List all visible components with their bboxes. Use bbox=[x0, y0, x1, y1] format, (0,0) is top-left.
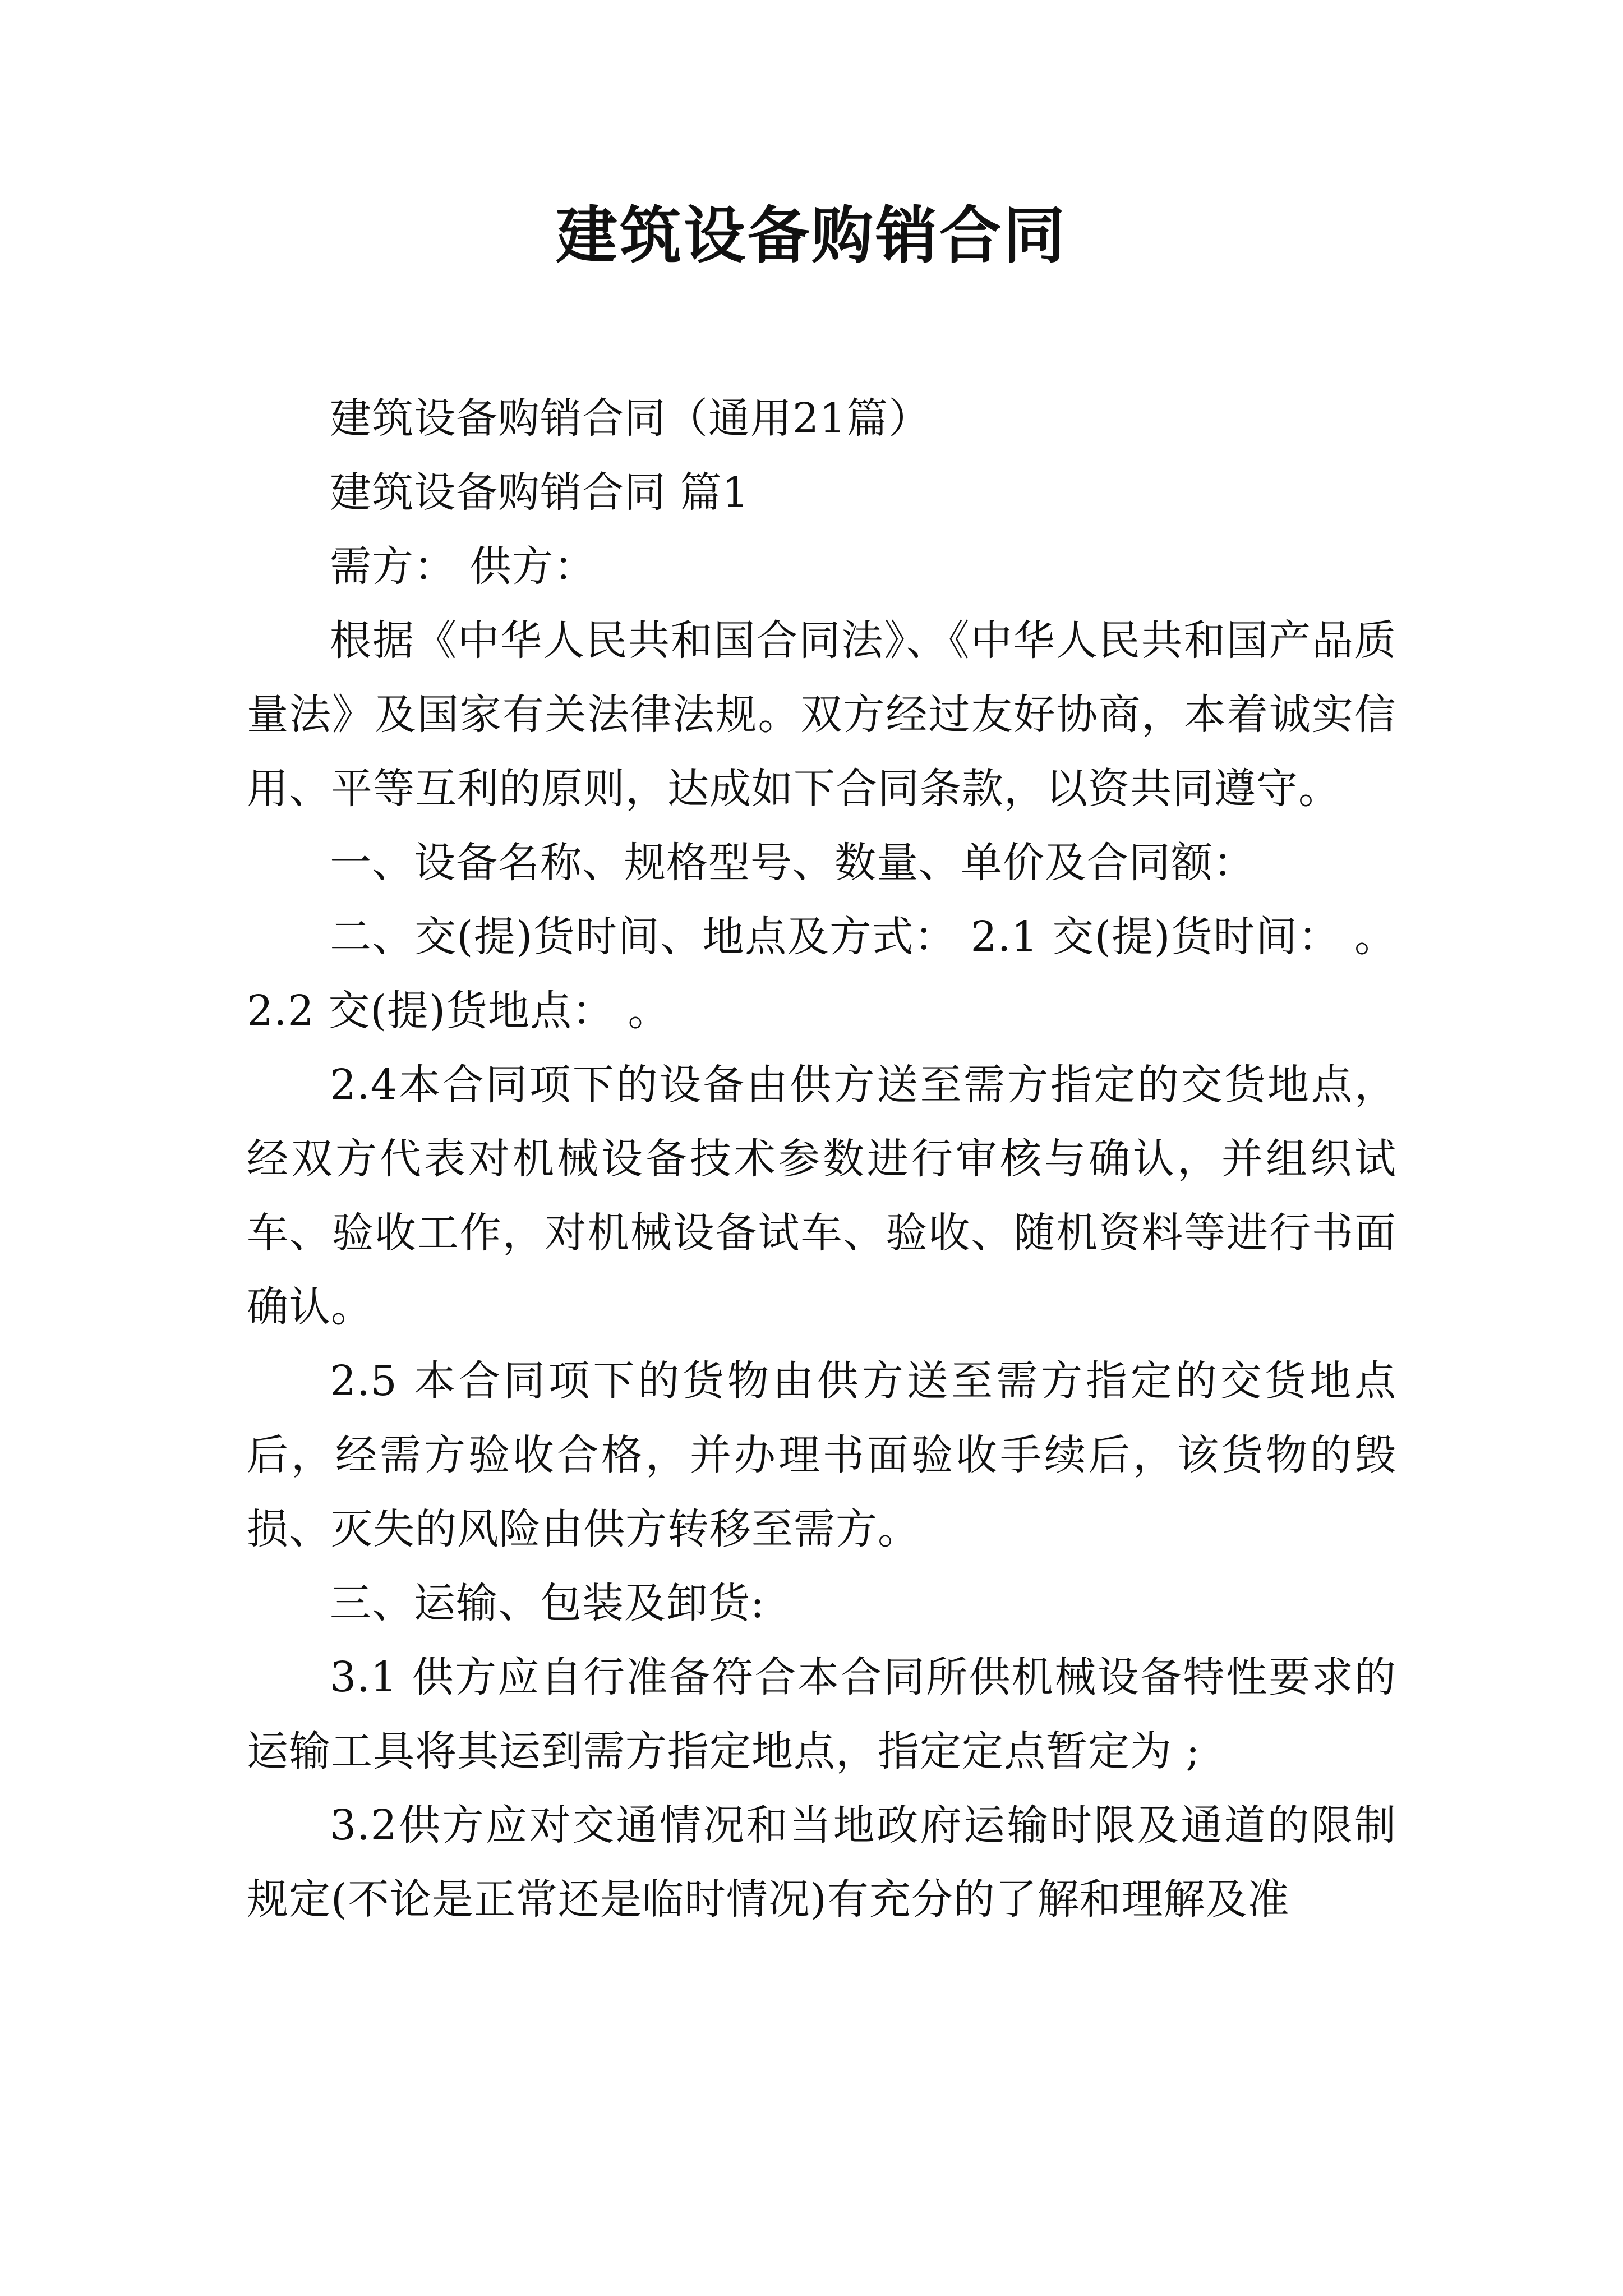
paragraph-preamble: 根据《中华人民共和国合同法》、《中华人民共和国产品质量法》及国家有关法律法规。双方经过友好协商，本着诚实信用、平等互利的原则，达成如下合同条款，以资共同遵守。 bbox=[247, 616, 1396, 813]
paragraph-clause-3: 三、运输、包装及卸货: bbox=[330, 1579, 765, 1627]
paragraph-parties: 需方： 供方： bbox=[330, 542, 596, 591]
paragraph-heading: 建筑设备购销合同（通用21篇） bbox=[330, 394, 931, 443]
document-title: 建筑设备购销合同 bbox=[556, 199, 1067, 272]
paragraph-clause-1: 一、设备名称、规格型号、数量、单价及合同额： bbox=[330, 839, 1255, 887]
paragraph-section-title: 建筑设备购销合同 篇1 bbox=[330, 468, 749, 517]
paragraph-clause-3-1: 3.1 供方应自行准备符合本合同所供机械设备特性要求的运输工具将其运到需方指定地点，指定定点暂定为 ; bbox=[247, 1653, 1396, 1775]
document-body bbox=[247, 381, 1396, 1936]
paragraph-clause-2-4: 2.4本合同项下的设备由供方送至需方指定的交货地点，经双方代表对机械设备技术参数进行审核与确认，并组织试车、验收工作，对机械设备试车、验收、随机资料等进行书面确认。 bbox=[247, 1061, 1396, 1331]
paragraph-clause-2: 二、交(提)货时间、地点及方式： 2.1 交(提)货时间： 。2.2 交(提)货地点： 。 bbox=[247, 913, 1396, 1035]
paragraph-clause-3-2: 3.2供方应对交通情况和当地政府运输时限及通道的限制规定(不论是正常还是临时情况)有充分的了解和理解及准 bbox=[247, 1801, 1396, 1924]
paragraph-clause-2-5: 2.5 本合同项下的货物由供方送至需方指定的交货地点后，经需方验收合格，并办理书面验收手续后，该货物的毁损、灭失的风险由供方转移至需方。 bbox=[247, 1357, 1396, 1553]
